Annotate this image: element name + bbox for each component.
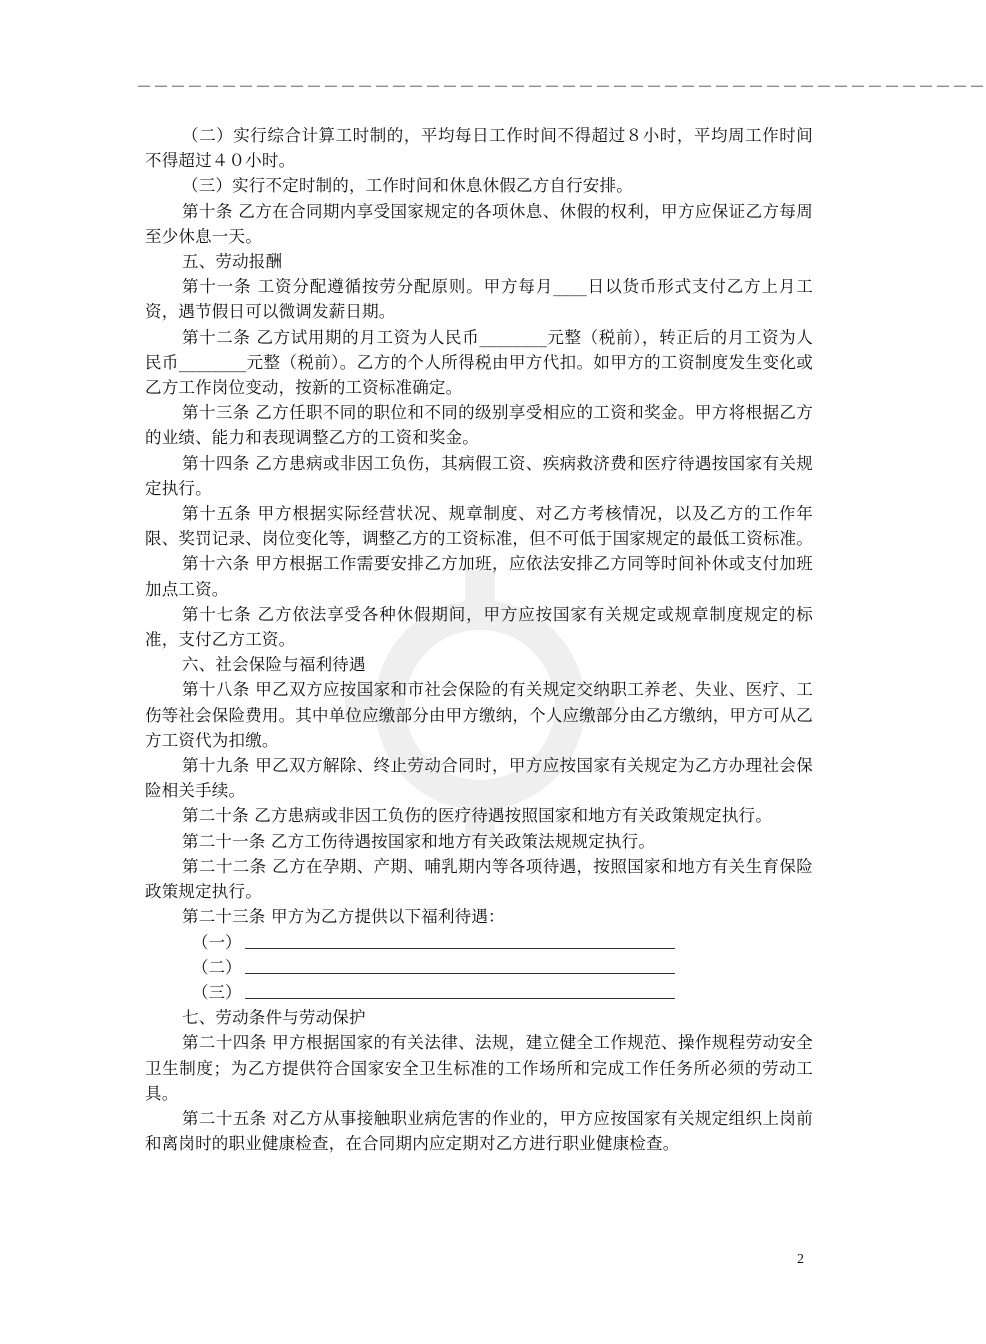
article-17: 第十七条 乙方依法享受各种休假期间，甲方应按国家有关规定或规章制度规定的标准，支付乙方工资。: [145, 604, 813, 650]
article-24: 第二十四条 甲方根据国家的有关法律、法规，建立健全工作规范、操作规程劳动安全卫生制度；为乙方提供符合国家安全卫生标准的工作场所和完成工作任务所必须的劳动工具。: [145, 1033, 813, 1103]
article-16: 第十六条 甲方根据工作需要安排乙方加班，应依法安排乙方同等时间补休或支付加班加点工资。: [145, 554, 813, 599]
article-18: 第十八条 甲乙双方应按国家和市社会保险的有关规定交纳职工养老、失业、医疗、工伤等社会保险费用。其中单位应缴部分由甲方缴纳，个人应缴部分由乙方缴纳，甲方可从乙方工资代为扣缴。: [145, 680, 813, 750]
header-dashed-rule: －－－－－－－－－－－－－－－－－－－－－－－－－－－－－－－－－－－－－－－－－－－－－－－－－－: [136, 79, 986, 97]
article-19: 第十九条 甲乙双方解除、终止劳动合同时，甲方应按国家有关规定为乙方办理社会保险相关手续。: [145, 756, 813, 801]
benefit-blank-line: [145, 930, 813, 955]
blank-underline: [245, 933, 675, 949]
article-21: 第二十一条 乙方工伤待遇按国家和地方有关政策法规规定执行。: [182, 831, 656, 851]
article-10: 第十条 乙方在合同期内享受国家规定的各项休息、休假的权利，甲方应保证乙方每周至少休息一天。: [145, 201, 813, 246]
blank-underline: [245, 983, 675, 999]
blank-underline: [245, 958, 675, 974]
article-20: 第二十条 乙方患病或非因工负伤的医疗待遇按照国家和地方有关政策规定执行。: [182, 806, 772, 826]
benefit-blank-line: [145, 980, 813, 1005]
section-heading: 六、社会保险与福利待遇: [182, 655, 366, 675]
document-body: [145, 123, 813, 1156]
section-heading: 七、劳动条件与劳动保护: [182, 1008, 366, 1028]
benefit-blank-line: [145, 955, 813, 980]
paragraph: （二）实行综合计算工时制的，平均每日工作时间不得超过８小时，平均周工作时间不得超过４０小时。: [145, 126, 813, 171]
article-22: 第二十二条 乙方在孕期、产期、哺乳期内等各项待遇，按照国家和地方有关生育保险政策规定执行。: [145, 856, 813, 902]
article-11: 第十一条 工资分配遵循按劳分配原则。甲方每月____日以货币形式支付乙方上月工资，遇节假日可以微调发薪日期。: [145, 277, 813, 322]
blank-label: （一）: [192, 932, 242, 952]
blank-label: （二）: [192, 957, 242, 977]
article-14: 第十四条 乙方患病或非因工负伤，其病假工资、疾病救济费和医疗待遇按国家有关规定执行。: [145, 453, 813, 498]
article-23: 第二十三条 甲方为乙方提供以下福利待遇：: [182, 907, 505, 927]
article-25: 第二十五条 对乙方从事接触职业病危害的作业的，甲方应按国家有关规定组织上岗前和离岗时的职业健康检查，在合同期内应定期对乙方进行职业健康检查。: [145, 1108, 813, 1154]
blank-label: （三）: [192, 982, 242, 1002]
article-15: 第十五条 甲方根据实际经营状况、规章制度、对乙方考核情况，以及乙方的工作年限、奖罚记录、岗位变化等，调整乙方的工资标准，但不可低于国家规定的最低工资标准。: [145, 504, 813, 549]
section-heading: 五、劳动报酬: [182, 252, 283, 272]
article-13: 第十三条 乙方任职不同的职位和不同的级别享受相应的工资和奖金。甲方将根据乙方的业绩、能力和表现调整乙方的工资和奖金。: [145, 403, 813, 448]
article-12: 第十二条 乙方试用期的月工资为人民币________元整（税前），转正后的月工资为人民币________元整（税前）。乙方的个人所得税由甲方代扣。如甲方的工资制度发生变化或乙方工作岗位变动，按新的工资标准确定。: [145, 327, 813, 398]
page-number: 2: [797, 1252, 804, 1267]
paragraph: （三）实行不定时制的，工作时间和休息休假乙方自行安排。: [182, 176, 633, 196]
